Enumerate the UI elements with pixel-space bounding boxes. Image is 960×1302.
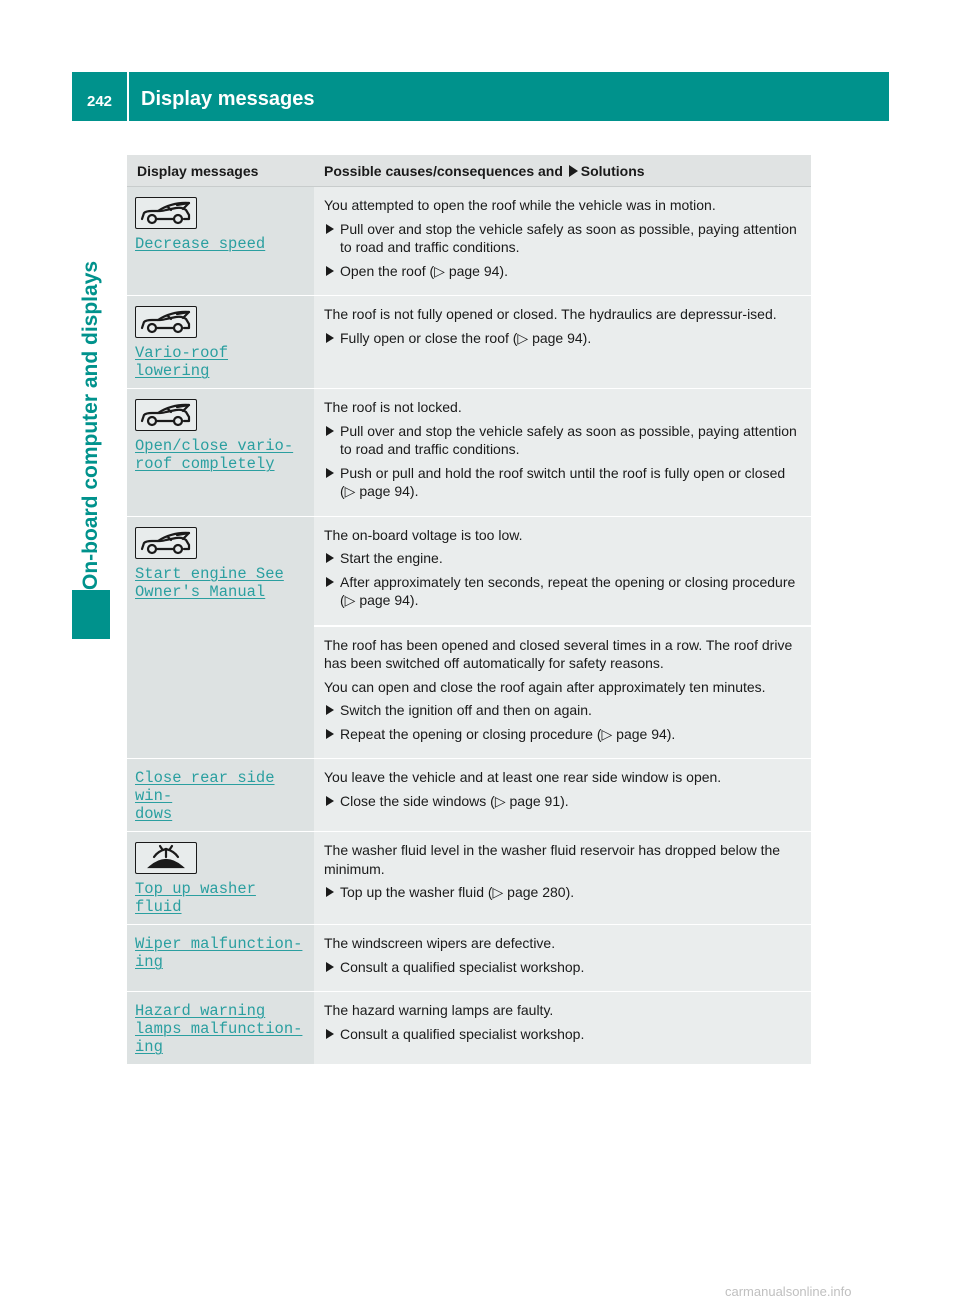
watermark: carmanualsonline.info bbox=[725, 1284, 852, 1299]
cause-solution-cell bbox=[314, 296, 811, 388]
solution-step: Open the roof (▷ page 94). bbox=[324, 262, 803, 281]
side-tab-marker bbox=[72, 590, 110, 639]
washer-fluid-icon bbox=[135, 842, 197, 874]
cause-text: The hazard warning lamps are faulty. bbox=[324, 1002, 554, 1018]
table-row bbox=[127, 925, 811, 992]
solution-step: Pull over and stop the vehicle safely as soon as possible, paying attention to road and traffic conditions. bbox=[324, 422, 803, 459]
solution-step: Close the side windows (▷ page 91). bbox=[324, 792, 803, 811]
cause-text: You leave the vehicle and at least one rear side window is open. bbox=[324, 769, 722, 785]
message-cell bbox=[127, 517, 314, 759]
message-cell bbox=[127, 389, 314, 516]
display-message-text: Hazard warning lamps malfunction- ing bbox=[135, 1002, 303, 1056]
cause-solution-cell bbox=[314, 832, 811, 924]
cause-text: The on-board voltage is too low. bbox=[324, 526, 523, 543]
display-message-text: Close rear side win- dows bbox=[135, 769, 275, 823]
cause-solution-cell bbox=[314, 759, 811, 831]
column-header-messages: Display messages bbox=[137, 163, 259, 179]
table-body bbox=[127, 187, 811, 1065]
triangle-arrow-icon bbox=[569, 165, 578, 177]
solution-step: Fully open or close the roof (▷ page 94). bbox=[324, 329, 803, 348]
table-row bbox=[127, 296, 811, 389]
page-title: Display messages bbox=[141, 88, 315, 110]
page-number: 242 bbox=[86, 93, 113, 110]
display-message-text: Start engine See Owner's Manual bbox=[135, 564, 284, 601]
table-header bbox=[127, 155, 811, 187]
header-divider bbox=[127, 72, 129, 121]
display-message-text: Decrease speed bbox=[135, 235, 266, 253]
solution-step: Consult a qualified specialist workshop. bbox=[324, 1025, 803, 1044]
display-message-text: Open/close vario- roof completely bbox=[135, 437, 294, 473]
table-row bbox=[127, 759, 811, 832]
table-row bbox=[127, 992, 811, 1065]
message-cell bbox=[127, 187, 314, 295]
solution-step: After approximately ten seconds, repeat the opening or closing procedure (▷ page 94). bbox=[324, 573, 803, 610]
convertible-roof-icon bbox=[135, 399, 197, 431]
cause-solution-cell bbox=[314, 389, 811, 516]
cause-text: The washer fluid level in the washer fluid reservoir has dropped below the minimum. bbox=[324, 842, 781, 877]
cause-solution-cell bbox=[314, 517, 811, 625]
table-row bbox=[127, 389, 811, 517]
column-header-solutions-text: Solutions bbox=[580, 163, 645, 179]
display-message-text: Wiper malfunction- ing bbox=[135, 935, 303, 971]
display-messages-table bbox=[127, 155, 811, 1065]
cause-text: The roof is not locked. bbox=[324, 399, 462, 415]
cause-text: The roof is not fully opened or closed. The hydraulics are depressur-ised. bbox=[324, 306, 777, 322]
solution-step: Top up the washer fluid (▷ page 280). bbox=[324, 883, 803, 902]
cause-text: The roof has been opened and closed several times in a row. The roof drive has been switched off automatically for safety reasons. bbox=[324, 636, 793, 671]
cause-text: You attempted to open the roof while the vehicle was in motion. bbox=[324, 197, 716, 213]
table-row bbox=[127, 187, 811, 296]
side-tab-label: On-board computer and displays bbox=[79, 260, 102, 590]
cause-solution-cell bbox=[314, 925, 811, 991]
solution-step: Start the engine. bbox=[324, 549, 803, 568]
convertible-roof-icon bbox=[135, 197, 197, 229]
message-cell bbox=[127, 759, 314, 831]
message-cell bbox=[127, 832, 314, 924]
cause-text: You can open and close the roof again after approximately ten minutes. bbox=[324, 678, 766, 695]
table-row bbox=[127, 832, 811, 925]
convertible-roof-icon bbox=[135, 527, 197, 559]
solution-step: Repeat the opening or closing procedure (▷ page 94). bbox=[324, 725, 803, 744]
message-cell bbox=[127, 296, 314, 388]
column-header-causes bbox=[314, 155, 811, 186]
solution-step: Pull over and stop the vehicle safely as soon as possible, paying attention to road and traffic conditions. bbox=[324, 220, 803, 257]
display-message-text: Vario-roof lowering bbox=[135, 344, 229, 380]
column-header-causes-text: Possible causes/consequences and bbox=[324, 163, 563, 179]
display-message-text: Top up washer fluid bbox=[135, 880, 256, 916]
cause-solution-cell bbox=[314, 187, 811, 295]
solution-step: Switch the ignition off and then on again. bbox=[324, 701, 803, 720]
cause-text: The windscreen wipers are defective. bbox=[324, 935, 556, 951]
cause-solution-cell bbox=[314, 992, 811, 1064]
message-cell bbox=[127, 992, 314, 1064]
message-cell bbox=[127, 925, 314, 991]
convertible-roof-icon bbox=[135, 306, 197, 338]
solution-step: Push or pull and hold the roof switch until the roof is fully open or closed (▷ page 94). bbox=[324, 464, 803, 501]
solution-step: Consult a qualified specialist workshop. bbox=[324, 958, 803, 977]
cause-solution-cell bbox=[314, 625, 811, 759]
table-row bbox=[127, 517, 811, 760]
